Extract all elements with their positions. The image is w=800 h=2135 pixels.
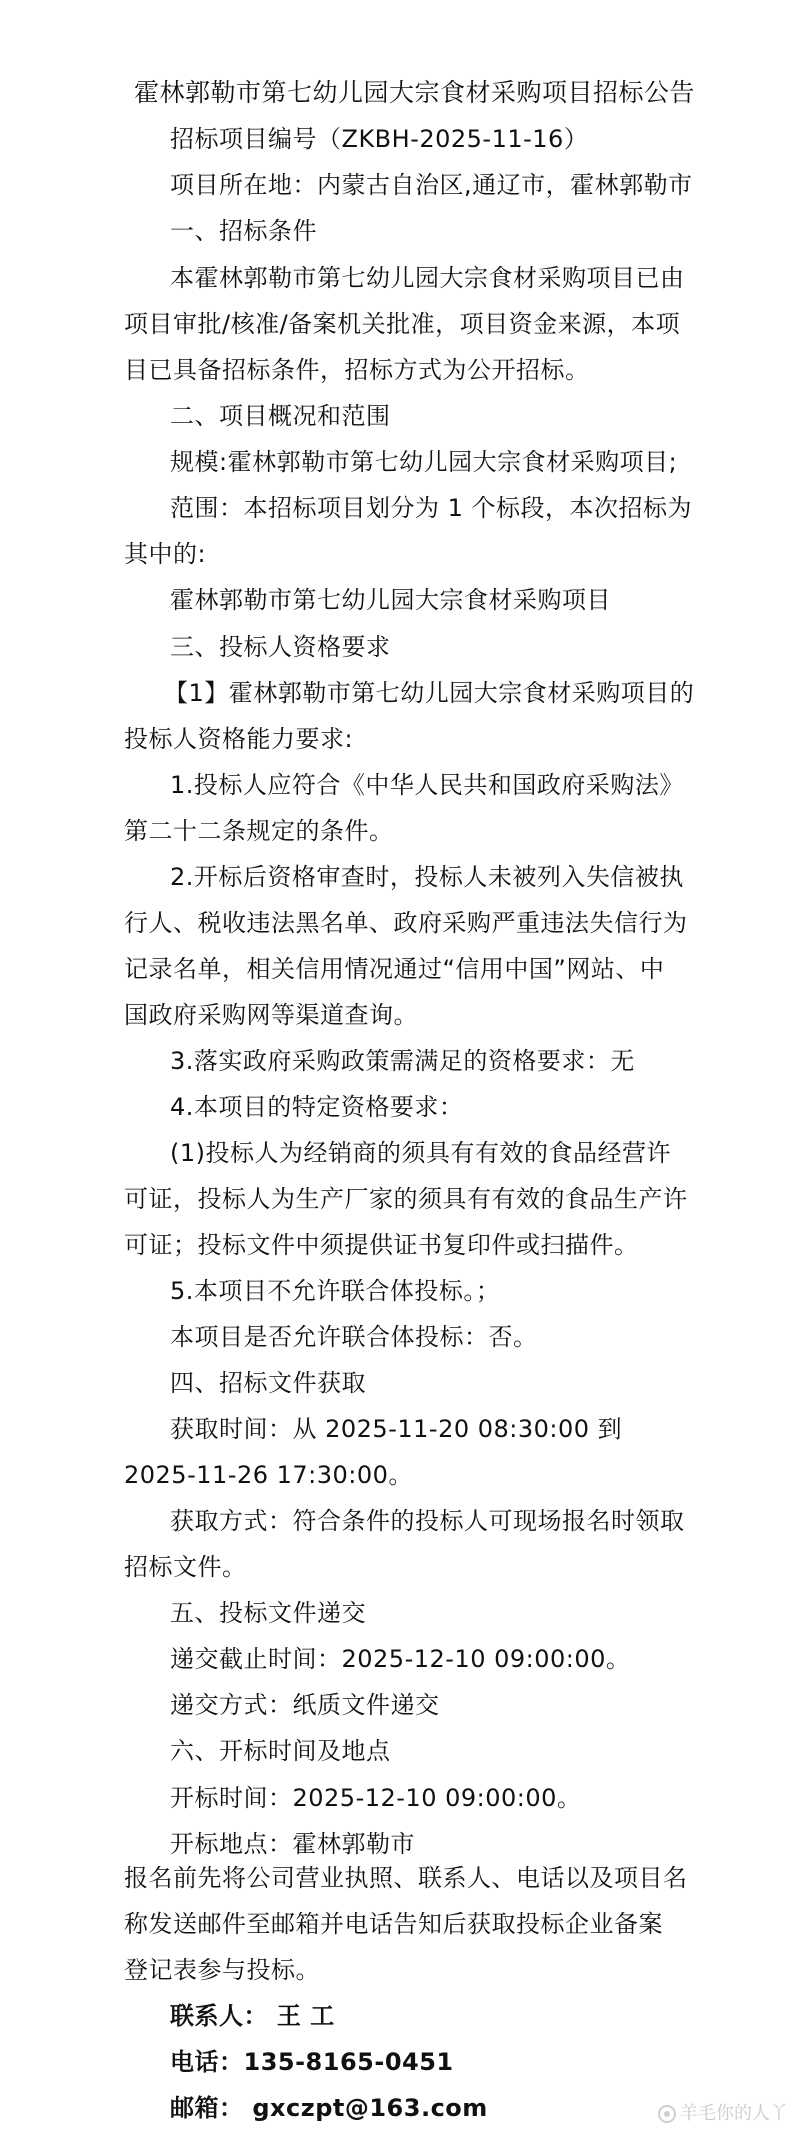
project-number: 招标项目编号（ZKBH-2025-11-16） [170,125,589,153]
page-title: 霍林郭勒市第七幼儿园大宗食材采购项目招标公告 [134,78,696,107]
paragraph-line: 项目审批/核准/备案机关批准，项目资金来源，本项 [124,310,681,339]
paragraph-line: 3.落实政府采购政策需满足的资格要求：无 [170,1046,635,1075]
submission-deadline: 递交截止时间：2025-12-10 09:00:00。 [170,1645,631,1674]
paragraph-line: 2.开标后资格审查时，投标人未被列入失信被执 [170,862,684,891]
section-heading-project-overview: 二、项目概况和范围 [170,402,391,431]
opening-time: 开标时间：2025-12-10 09:00:00。 [170,1783,582,1812]
section-heading-document-acquisition: 四、招标文件获取 [170,1369,366,1398]
paragraph-line: 投标人资格能力要求: [124,724,354,753]
submission-method: 递交方式：纸质文件递交 [170,1691,440,1720]
paragraph-line: 第二十二条规定的条件。 [124,816,394,845]
project-scale: 规模:霍林郭勒市第七幼儿园大宗食材采购项目; [170,448,678,477]
paragraph-line: 5.本项目不允许联合体投标。； [170,1277,501,1305]
paragraph-line: 可证，投标人为生产厂家的须具有有效的食品生产许 [124,1184,688,1213]
paragraph-line: 其中的: [124,540,207,569]
paragraph-line: 4.本项目的特定资格要求： [170,1092,464,1121]
paragraph-line: 本霍林郭勒市第七幼儿园大宗食材采购项目已由 [170,264,685,293]
section-heading-bid-opening: 六、开标时间及地点 [170,1737,391,1766]
paragraph-line: 称发送邮件至邮箱并电话告知后获取投标企业备案 [124,1909,663,1938]
watermark [658,2103,788,2125]
paragraph-line: 1.投标人应符合《中华人民共和国政府采购法》 [170,770,684,799]
section-heading-bid-submission: 五、投标文件递交 [170,1599,366,1628]
paragraph-line: 行人、税收违法黑名单、政府采购严重违法失信行为 [124,908,688,937]
logo-icon [658,2105,676,2123]
paragraph-line: (1)投标人为经销商的须具有有效的食品经营许 [170,1138,671,1167]
paragraph-line: 获取时间：从 2025-11-20 08:30:00 到 [170,1415,623,1444]
paragraph-line: 报名前先将公司营业执照、联系人、电话以及项目名 [124,1863,688,1892]
paragraph-line: 目已具备招标条件，招标方式为公开招标。 [124,356,590,385]
opening-place: 开标地点：霍林郭勒市 [170,1829,415,1858]
paragraph-line: 记录名单，相关信用情况通过“信用中国”网站、中 [124,954,665,983]
paragraph-line: 招标文件。 [124,1553,247,1582]
contact-email: 邮箱： gxczpt@163.com [170,2094,488,2122]
paragraph-line: 获取方式：符合条件的投标人可现场报名时领取 [170,1507,685,1536]
paragraph-line: 【1】霍林郭勒市第七幼儿园大宗食材采购项目的 [164,678,695,707]
section-heading-qualifications: 三、投标人资格要求 [170,632,391,661]
contact-person: 联系人： 王 工 [170,2001,335,2030]
paragraph-line: 2025-11-26 17:30:00。 [124,1461,413,1490]
paragraph-line: 国政府采购网等渠道查询。 [124,1000,418,1029]
paragraph-line: 范围：本招标项目划分为 1 个标段，本次招标为 [170,494,693,523]
contact-phone: 电话：135-8165-0451 [170,2048,454,2076]
paragraph-line: 登记表参与投标。 [124,1955,320,1984]
lot-name: 霍林郭勒市第七幼儿园大宗食材采购项目 [170,586,611,615]
watermark-text: 羊毛你的人丫 [680,2103,788,2124]
paragraph-line: 可证；投标文件中须提供证书复印件或扫描件。 [124,1231,639,1259]
section-heading-bidding-conditions: 一、招标条件 [170,217,317,246]
project-location: 项目所在地：内蒙古自治区,通辽市，霍林郭勒市 [170,171,693,200]
paragraph-line: 本项目是否允许联合体投标：否。 [170,1323,538,1352]
